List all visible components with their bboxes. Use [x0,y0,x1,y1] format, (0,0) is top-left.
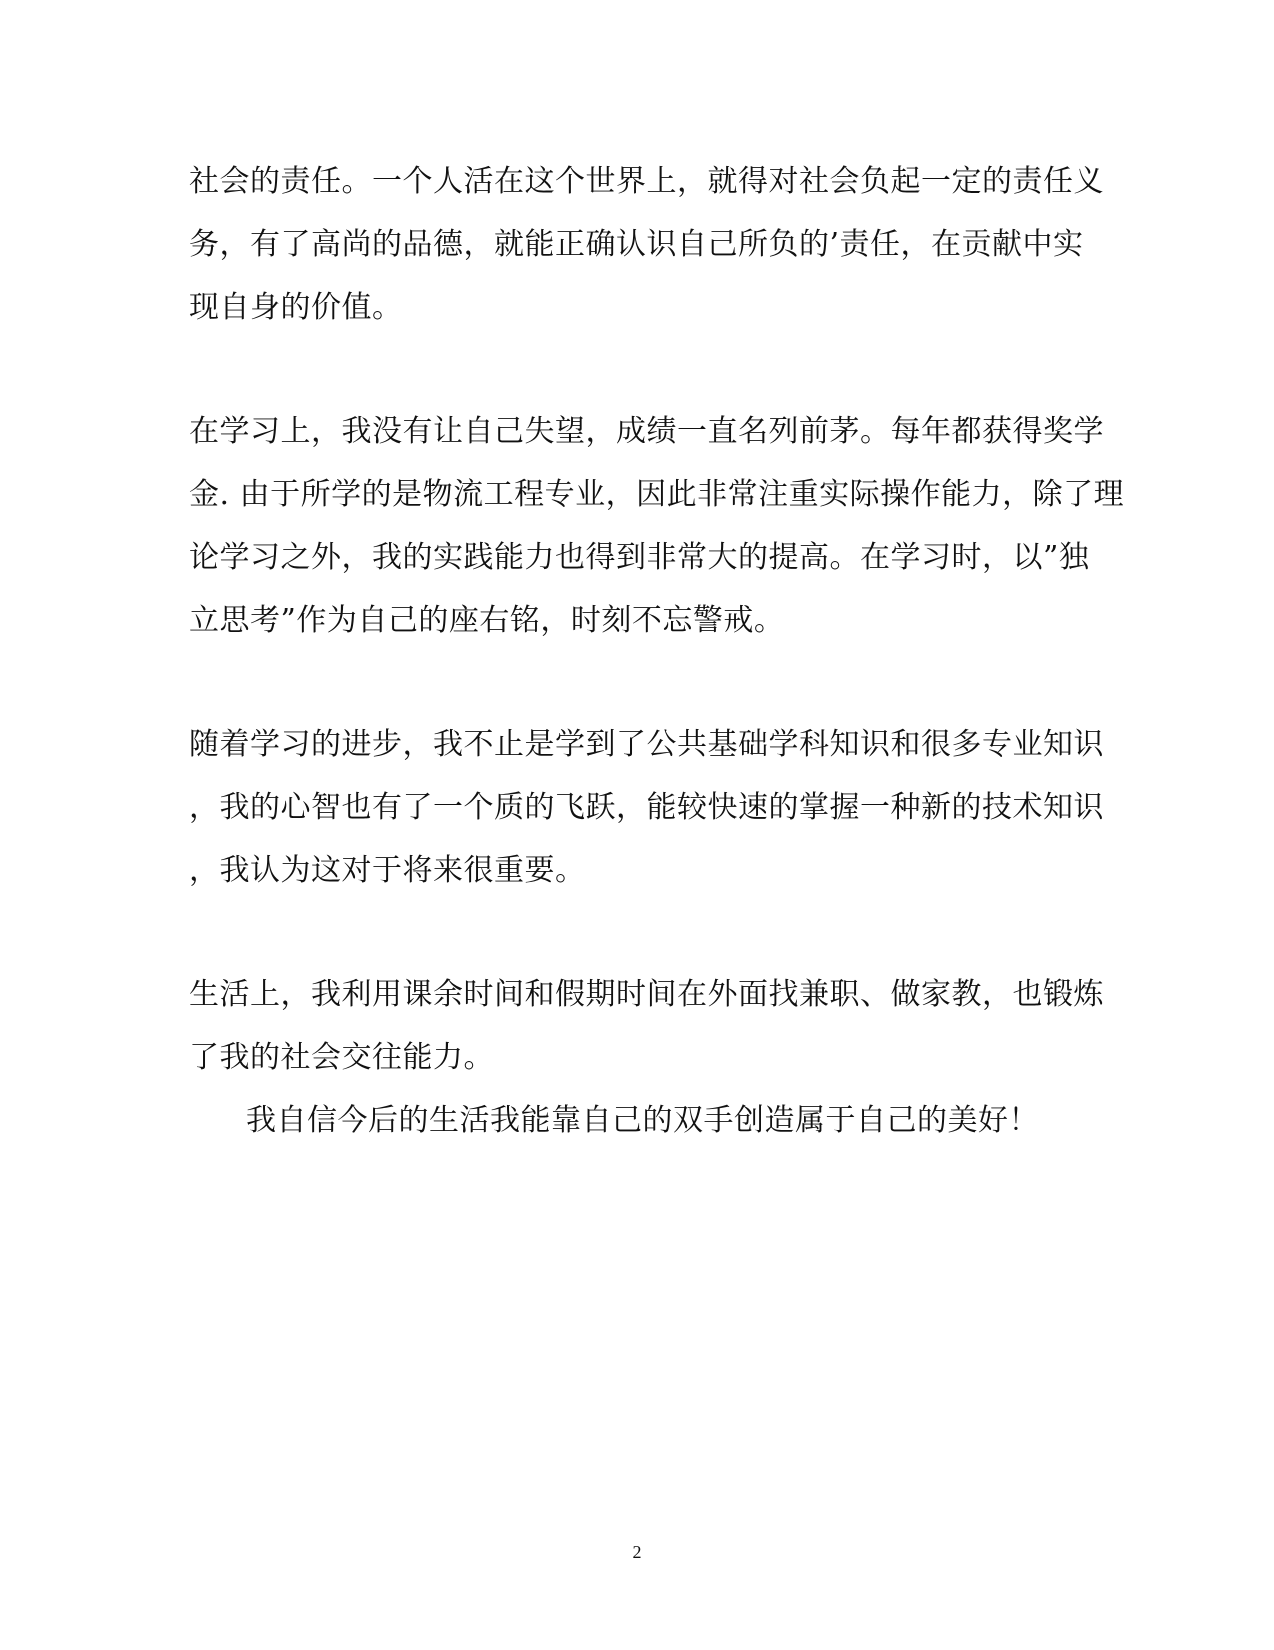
text-line: 在学习上，我没有让自己失望，成绩一直名列前茅。每年都获得奖学 [189,414,1104,449]
text-line: 务，有了高尚的品德，就能正确认识自己所负的’责任，在贡献中实 [189,227,1084,262]
text-line: 现自身的价值。 [189,290,403,325]
text-line: 论学习之外，我的实践能力也得到非常大的提高。在学习时，以”独 [189,540,1090,575]
text-line: 生活上，我利用课余时间和假期时间在外面找兼职、做家教，也锻炼 [189,977,1104,1012]
text-line: ，我的心智也有了一个质的飞跃，能较快速的掌握一种新的技术知识 [189,790,1104,825]
text-line: 金. 由于所学的是物流工程专业，因此非常注重实际操作能力，除了理 [189,477,1125,512]
text-line: 我自信今后的生活我能靠自己的双手创造属于自己的美好！ [246,1103,1039,1138]
text-line: ，我认为这对于将来很重要。 [189,853,586,888]
text-line: 社会的责任。一个人活在这个世界上，就得对社会负起一定的责任义 [189,164,1104,199]
text-line: 了我的社会交往能力。 [189,1040,494,1075]
page-number: 2 [632,1542,642,1562]
text-line: 立思考”作为自己的座右铭，时刻不忘警戒。 [189,603,785,638]
text-line: 随着学习的进步，我不止是学到了公共基础学科知识和很多专业知识 [189,727,1104,762]
